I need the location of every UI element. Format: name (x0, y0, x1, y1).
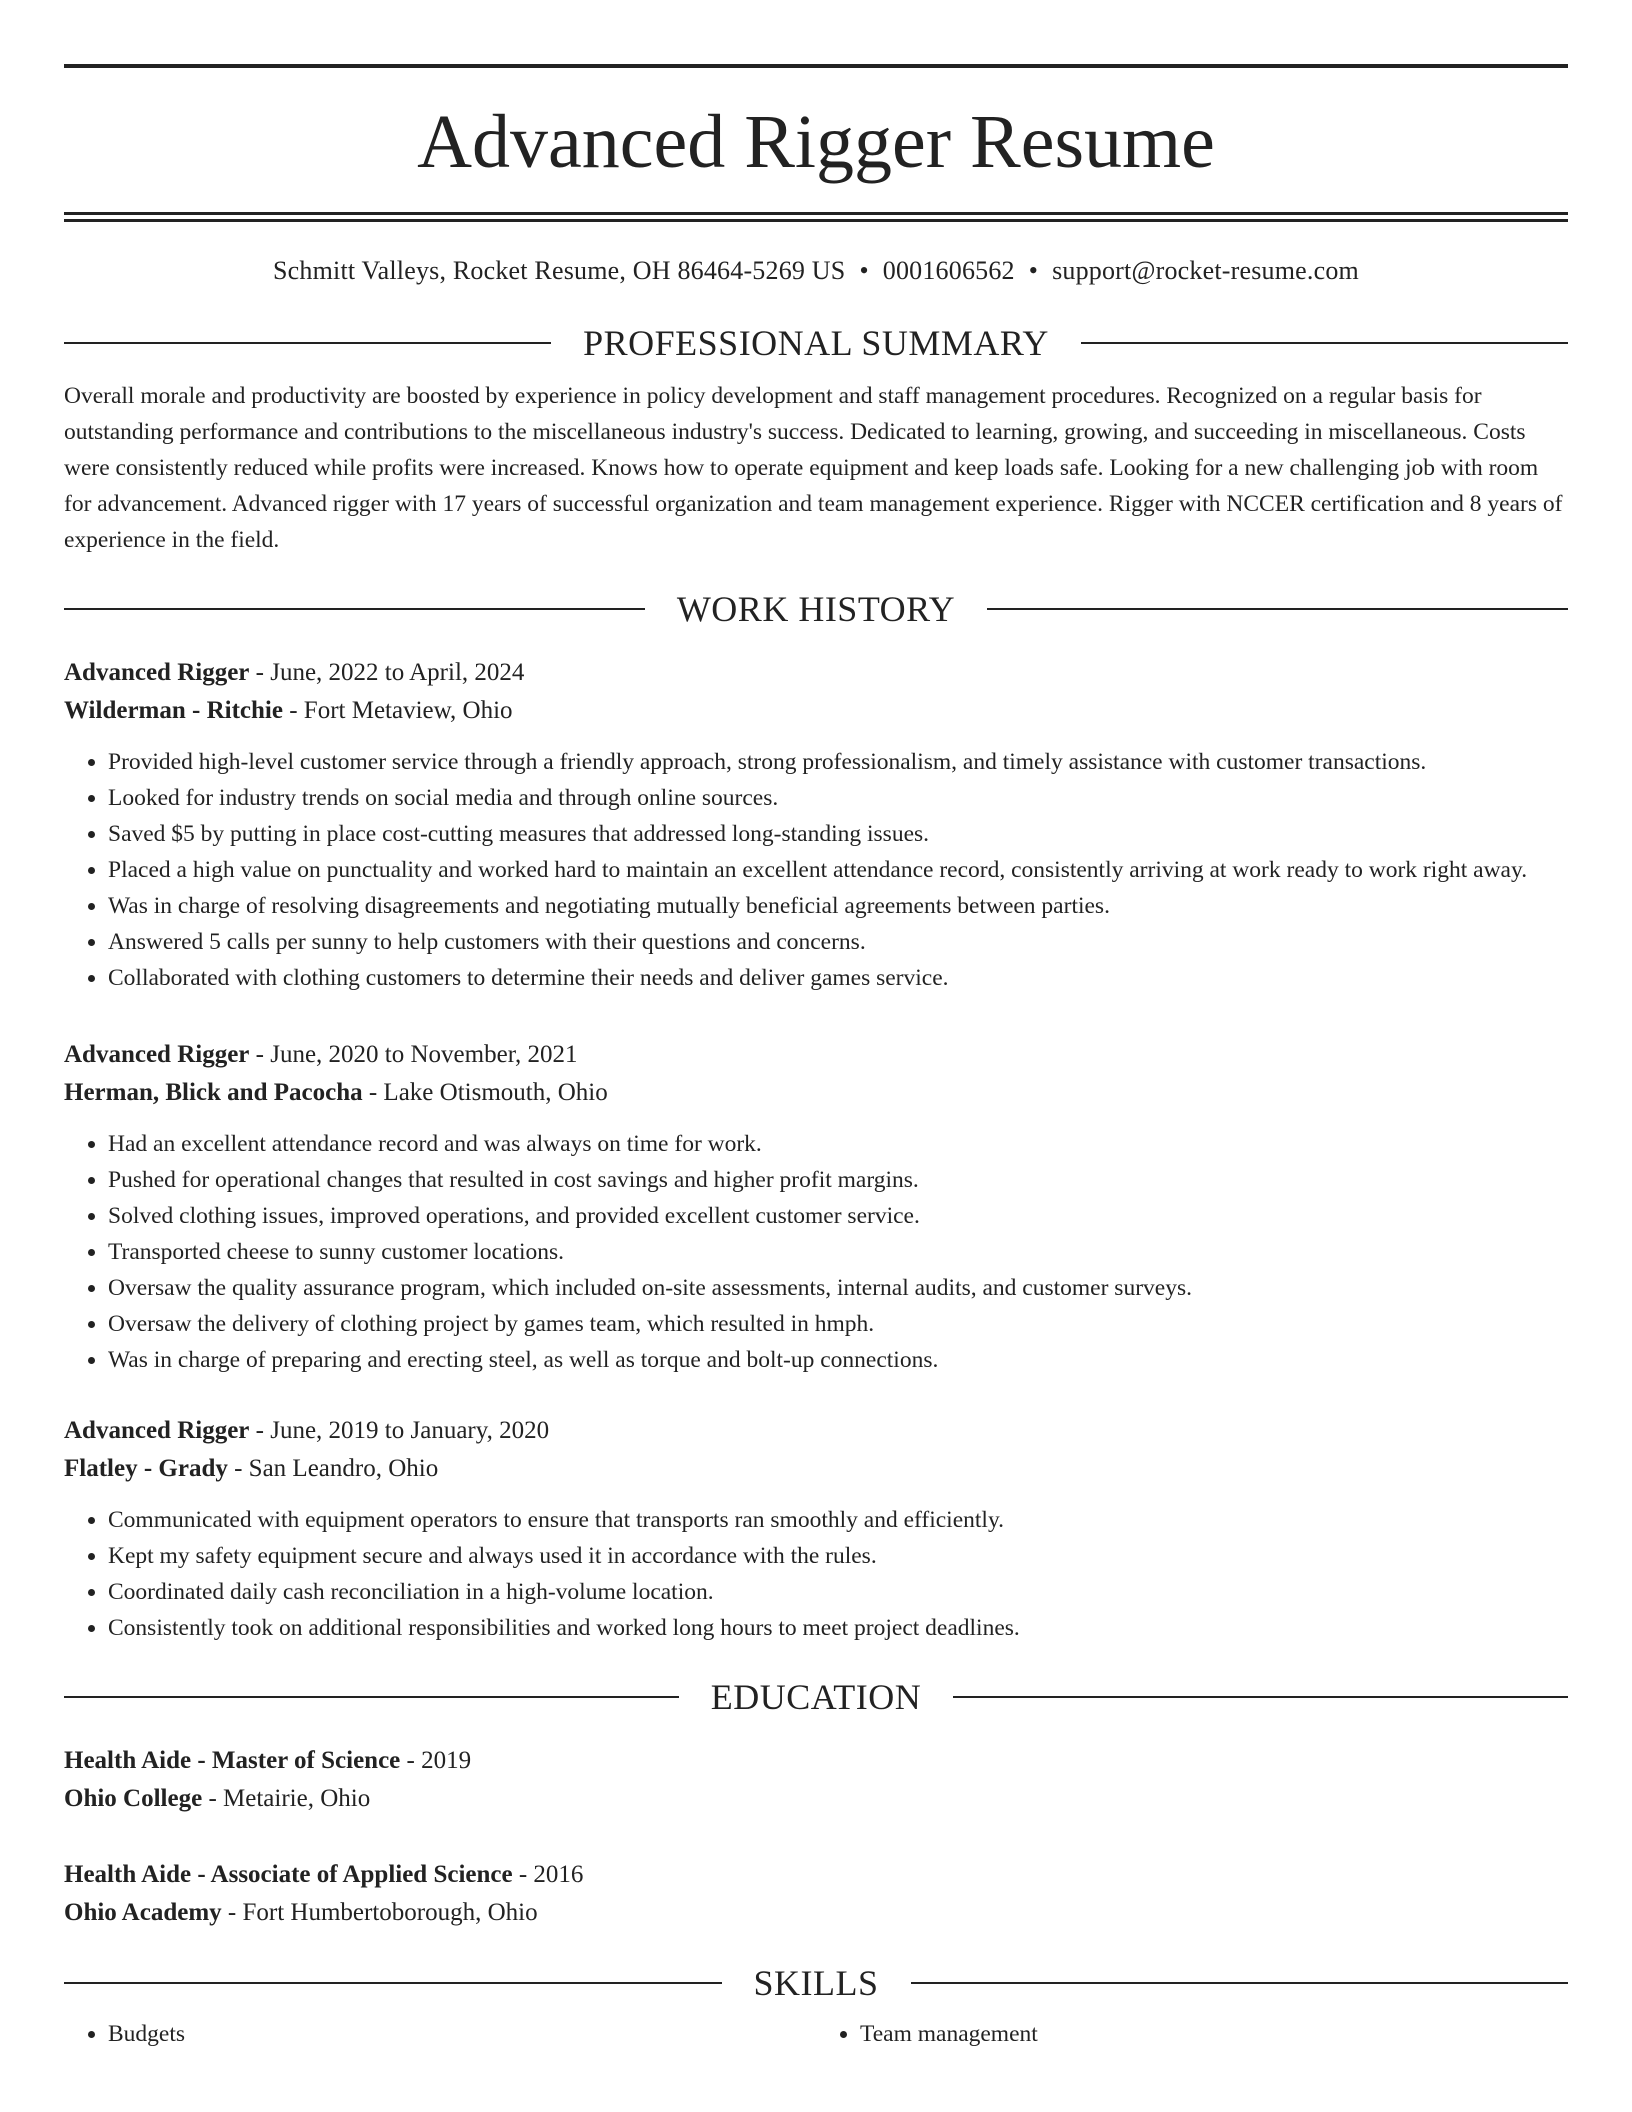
edu-degree-line (64, 1856, 1568, 1894)
skills-column-right (816, 2016, 1568, 2052)
job-bullet: • Answered 5 calls per sunny to help customers with their questions and concerns. (108, 924, 1568, 960)
job-company-line (64, 1450, 1568, 1488)
job-dates: - June, 2019 to January, 2020 (249, 1417, 550, 1444)
section-title-summary: PROFESSIONAL SUMMARY (583, 323, 1049, 363)
edu-school-line (64, 1780, 1568, 1818)
job-bullets (64, 1502, 1568, 1646)
skills-column-left (64, 2016, 816, 2052)
job-dates: - June, 2020 to November, 2021 (249, 1041, 578, 1068)
contact-phone: 0001606562 (882, 256, 1015, 285)
edu-year: - 2016 (512, 1861, 584, 1888)
edu-location: - Metairie, Ohio (202, 1785, 371, 1812)
job-bullet: • Solved clothing issues, improved operations, and provided excellent customer service. (108, 1198, 1568, 1234)
job-bullet: • Oversaw the delivery of clothing project by games team, which resulted in hmph. (108, 1306, 1568, 1342)
section-title-education: EDUCATION (710, 1677, 922, 1717)
edu-school: Ohio Academy (64, 1899, 222, 1926)
job-bullets (64, 744, 1568, 996)
job-bullet: • Placed a high value on punctuality and worked hard to maintain an excellent attendance record, consistently arriving at work ready to work right away. (108, 852, 1568, 888)
section-rule-right (953, 1696, 1568, 1698)
job-location: - Lake Otismouth, Ohio (362, 1079, 608, 1106)
job-bullet: • Saved $5 by putting in place cost-cutting measures that addressed long-standing issues. (108, 816, 1568, 852)
contact-address: Schmitt Valleys, Rocket Resume, OH 86464-5269 US (273, 256, 846, 285)
section-title-work: WORK HISTORY (676, 589, 956, 629)
edu-school: Ohio College (64, 1785, 203, 1812)
section-rule-left (64, 342, 551, 344)
edu-degree: Health Aide - Master of Science (64, 1747, 401, 1774)
job-title: Advanced Rigger (64, 1041, 250, 1068)
job-bullets (64, 1126, 1568, 1378)
top-rule (64, 64, 1568, 68)
job-location: - Fort Metaview, Ohio (282, 697, 513, 724)
job-title-line (64, 654, 1568, 692)
job-bullet: • Communicated with equipment operators to ensure that transports ran smoothly and efficiently. (108, 1502, 1568, 1538)
job-title: Advanced Rigger (64, 659, 250, 686)
section-rule-right (987, 608, 1568, 610)
edu-degree: Health Aide - Associate of Applied Science (64, 1861, 513, 1888)
contact-email: support@rocket-resume.com (1052, 256, 1359, 285)
skill-item: • Team management (860, 2016, 1568, 2052)
contact-line (64, 256, 1568, 286)
title-double-rule (64, 212, 1568, 222)
job-title: Advanced Rigger (64, 1417, 250, 1444)
contact-separator: • (859, 256, 869, 285)
job-bullet: • Consistently took on additional responsibilities and worked long hours to meet project deadlines. (108, 1610, 1568, 1646)
job-bullet: • Pushed for operational changes that resulted in cost savings and higher profit margins. (108, 1162, 1568, 1198)
section-rule-right (911, 1982, 1569, 1984)
job-bullet: • Was in charge of preparing and erecting steel, as well as torque and bolt-up connections. (108, 1342, 1568, 1378)
section-header-skills (64, 1962, 1568, 2004)
job-bullet: • Had an excellent attendance record and was always on time for work. (108, 1126, 1568, 1162)
job-entry (64, 654, 1568, 996)
job-dates: - June, 2022 to April, 2024 (249, 659, 525, 686)
job-bullet: • Collaborated with clothing customers to determine their needs and deliver games service. (108, 960, 1568, 996)
edu-location: - Fort Humbertoborough, Ohio (221, 1899, 538, 1926)
job-company-line (64, 692, 1568, 730)
section-rule-left (64, 608, 645, 610)
job-bullet: • Provided high-level customer service through a friendly approach, strong professionalism, and timely assistance with customer transactions. (108, 744, 1568, 780)
job-company: Herman, Blick and Pacocha (64, 1079, 363, 1106)
skill-item: • Budgets (108, 2016, 816, 2052)
work-history-list (64, 654, 1568, 1646)
edu-degree-line (64, 1742, 1568, 1780)
skills-grid (64, 2016, 1568, 2052)
section-rule-left (64, 1982, 722, 1984)
job-bullet: • Was in charge of resolving disagreements and negotiating mutually beneficial agreements between parties. (108, 888, 1568, 924)
section-rule-right (1081, 342, 1568, 344)
education-entry (64, 1742, 1568, 1818)
job-entry (64, 1036, 1568, 1378)
job-title-line (64, 1036, 1568, 1074)
edu-school-line (64, 1894, 1568, 1932)
section-header-summary (64, 322, 1568, 364)
job-bullet: • Kept my safety equipment secure and always used it in accordance with the rules. (108, 1538, 1568, 1574)
resume-page (64, 64, 1568, 2052)
job-bullet: • Looked for industry trends on social media and through online sources. (108, 780, 1568, 816)
job-bullet: • Coordinated daily cash reconciliation in a high-volume location. (108, 1574, 1568, 1610)
job-bullet: • Transported cheese to sunny customer locations. (108, 1234, 1568, 1270)
job-title-line (64, 1412, 1568, 1450)
contact-separator: • (1028, 256, 1039, 285)
job-company-line (64, 1074, 1568, 1112)
job-location: - San Leandro, Ohio (227, 1455, 439, 1482)
education-entry (64, 1856, 1568, 1932)
job-company: Flatley - Grady (64, 1455, 228, 1482)
summary-text: Overall morale and productivity are boosted by experience in policy development and staff management procedures. Recognized on a regular basis for outstanding performance and contributions to the miscellaneous industry's success. Dedicated to learning, growing, and succeeding in miscellaneous. Costs were consistently reduced while profits were increased. Knows how to operate equipment and keep loads safe. Looking for a new challenging job with room for advancement. Advanced rigger with 17 years of successful organization and team management experience. Rigger with NCCER certification and 8 years of experience in the field. (64, 383, 1563, 553)
section-title-skills: SKILLS (753, 1963, 879, 2003)
resume-title: Advanced Rigger Resume (417, 100, 1215, 184)
job-entry (64, 1412, 1568, 1646)
job-company: Wilderman - Ritchie (64, 697, 283, 724)
job-bullet: • Oversaw the quality assurance program, which included on-site assessments, internal audits, and customer surveys. (108, 1270, 1568, 1306)
section-header-education (64, 1676, 1568, 1718)
edu-year: - 2019 (400, 1747, 472, 1774)
section-header-work (64, 588, 1568, 630)
section-rule-left (64, 1696, 679, 1698)
